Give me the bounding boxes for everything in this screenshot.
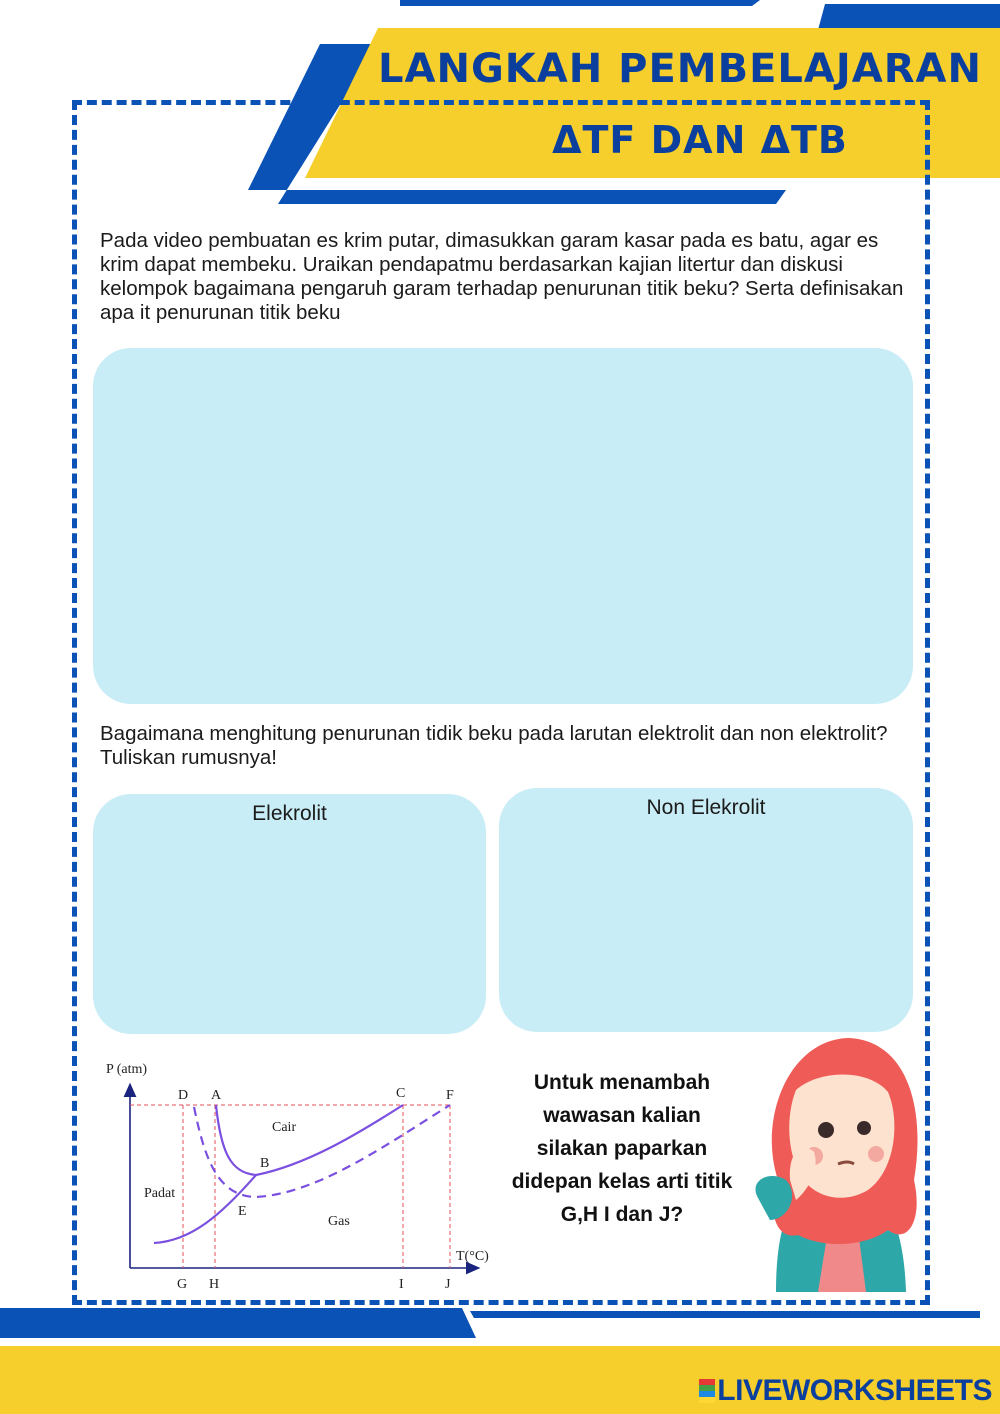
prompt-line-2: wawasan kalian xyxy=(543,1104,701,1127)
solid-liquid-curve xyxy=(216,1105,256,1175)
prompt-line-1: Untuk menambah xyxy=(533,1071,711,1094)
point-B: B xyxy=(260,1156,270,1171)
point-F: F xyxy=(446,1088,454,1103)
answer-box-electrolyte[interactable] xyxy=(93,794,486,1034)
answer-box-1[interactable] xyxy=(93,348,913,704)
point-E: E xyxy=(238,1204,247,1219)
point-D: D xyxy=(178,1088,189,1103)
prompt-line-3: silakan paparkan xyxy=(536,1137,708,1160)
y-axis-label: P (atm) xyxy=(106,1062,148,1077)
logo-text: LIVEWORKSHEETS xyxy=(717,1374,992,1407)
point-A: A xyxy=(211,1088,222,1103)
title-line-1: LANGKAH PEMBELAJARAN xyxy=(378,46,982,92)
answer-box-non-electrolyte[interactable] xyxy=(499,788,913,1032)
girl-cheek-right xyxy=(868,1146,884,1162)
top-right-blue-strip xyxy=(818,4,1000,30)
girl-eye-left xyxy=(818,1122,834,1138)
footer-blue-thin-strip xyxy=(470,1311,980,1318)
point-I: I xyxy=(399,1277,404,1292)
top-blue-strip xyxy=(400,0,760,6)
phase-curves xyxy=(154,1105,450,1243)
electrolyte-label: Elekrolit xyxy=(252,802,327,825)
title-line-2: ΔTF DAN ΔTB xyxy=(552,118,848,162)
footer-blue-band xyxy=(0,1308,476,1338)
logo-icon xyxy=(699,1379,715,1403)
region-liquid: Cair xyxy=(272,1120,297,1135)
non-electrolyte-label: Non Elekrolit xyxy=(646,796,766,819)
point-G: G xyxy=(177,1277,188,1292)
region-gas: Gas xyxy=(328,1214,350,1229)
liveworksheets-logo[interactable] xyxy=(699,1374,992,1408)
liquid-gas-curve xyxy=(256,1105,403,1175)
thinking-girl-illustration xyxy=(748,1030,928,1292)
prompt-line-5: G,H I dan J? xyxy=(560,1203,684,1226)
point-J: J xyxy=(445,1277,451,1292)
question-1-text: Pada video pembuatan es krim putar, dimasukkan garam kasar pada es batu, agar es krim dapat membeku. Uraikan pendapatmu berdasarkan kajian litertur dan diskusi kelompok bagaimana pengaruh garam terhadap penurunan titik beku? Serta definisakan apa it penurunan titik beku xyxy=(100,229,904,324)
phase-diagram xyxy=(96,1055,516,1300)
girl-eye-right xyxy=(857,1121,871,1135)
point-H: H xyxy=(209,1277,220,1292)
region-solid: Padat xyxy=(144,1186,176,1201)
point-C: C xyxy=(396,1086,406,1101)
question-2-text: Bagaimana menghitung penurunan tidik beku pada larutan elektrolit dan non elektrolit? Tuliskan rumusnya! xyxy=(100,722,888,769)
x-axis-label: T(°C) xyxy=(456,1249,489,1264)
discussion-prompt xyxy=(488,1066,756,1231)
prompt-line-4: didepan kelas arti titik xyxy=(511,1170,733,1193)
